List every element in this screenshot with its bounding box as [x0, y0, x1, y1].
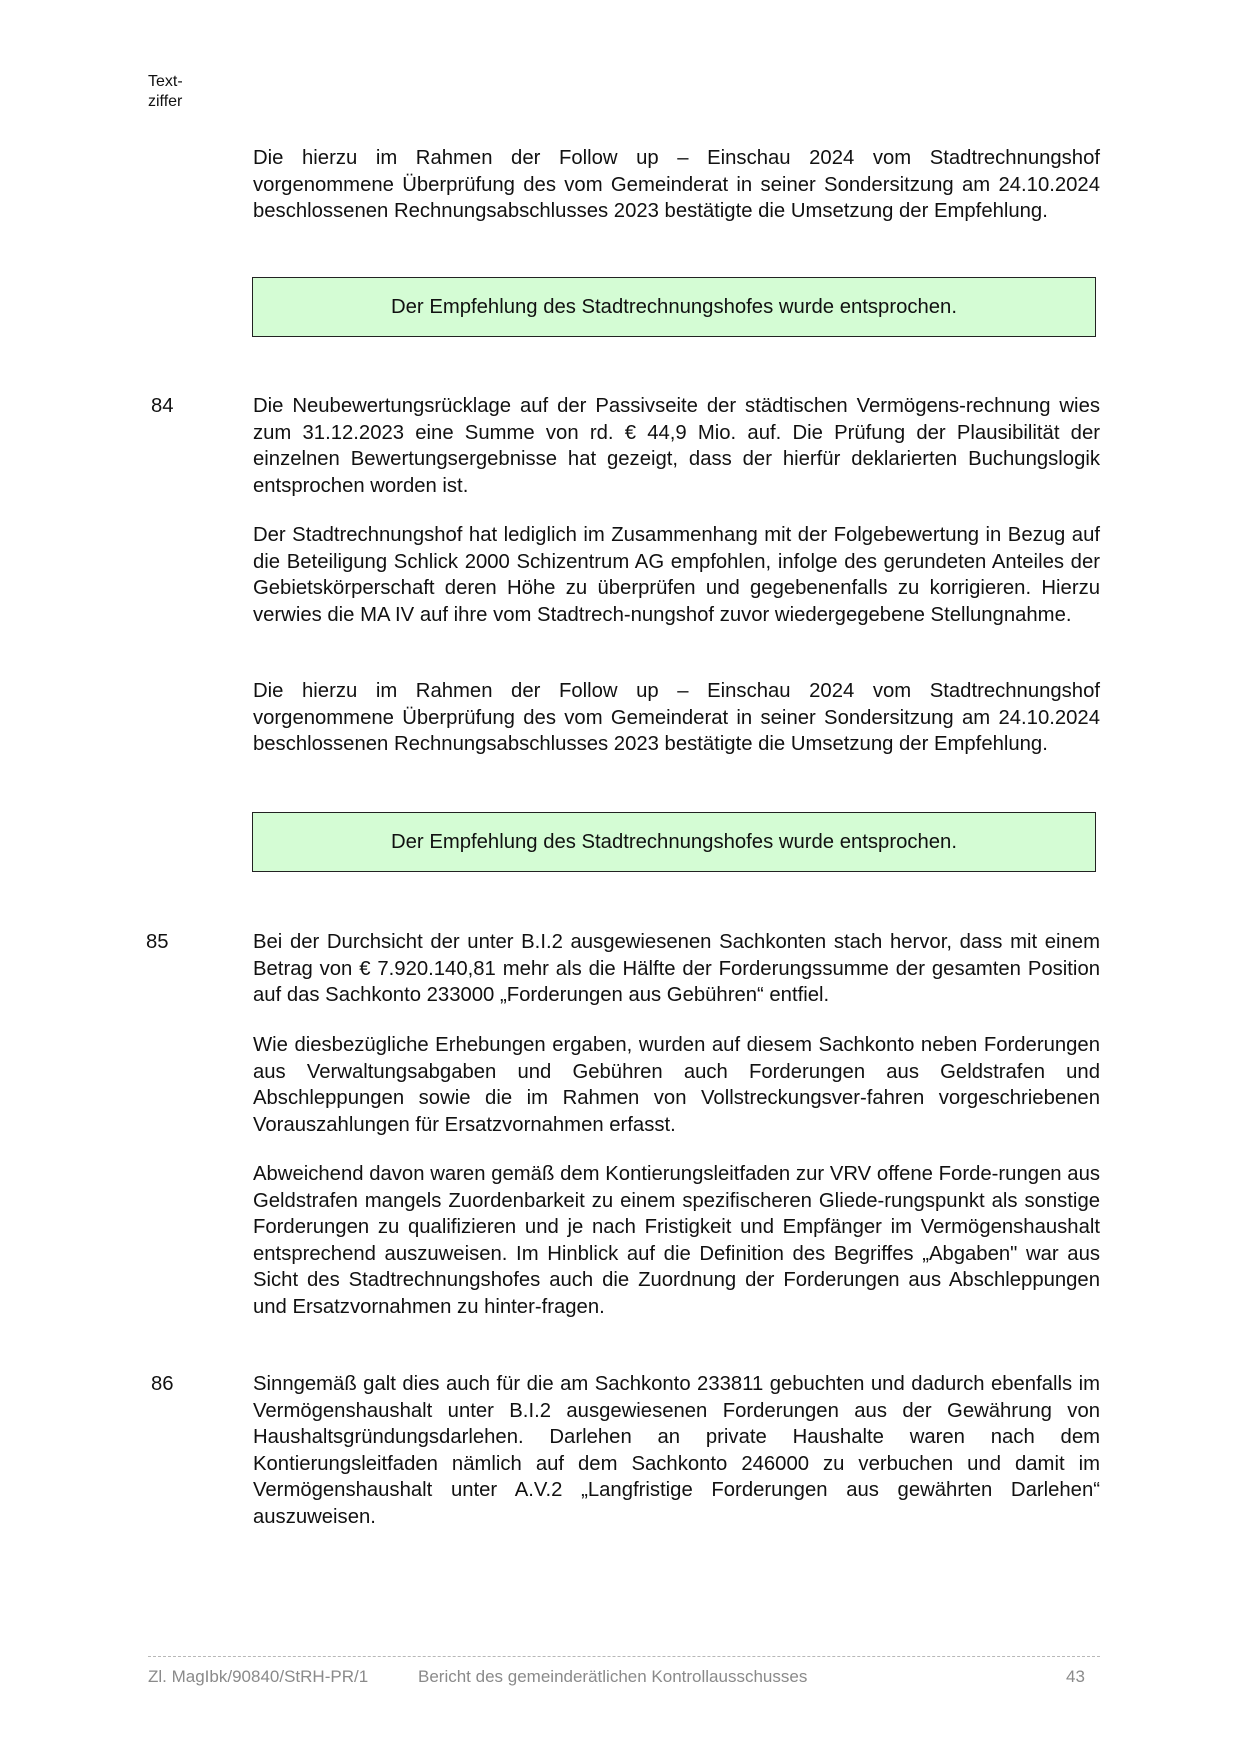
- section-84-paragraph-2: Der Stadtrechnungshof hat lediglich im Zusammenhang mit der Folgebewertung in Bezug auf die Beteiligung Schlick 2000 Schizentrum AG empfohlen, infolge des gerundeten Anteiles der Gebietskörperschaft deren Höhe zu überprüfen und gegebenenfalls zu korrigieren. Hierzu verwies die MA IV auf ihre vom Stadtrech-nungshof zuvor wiedergegebene Stellungnahme.: [253, 524, 1100, 626]
- section-84-paragraph-3: Die hierzu im Rahmen der Follow up – Einschau 2024 vom Stadtrechnungshof vorgenommene Überprüfung des vom Gemeinderat in seiner Sondersitzung am 24.10.2024 beschlossenen Rechnungsabschlusses 2023 bestätigte die Umsetzung der Empfehlung.: [253, 680, 1100, 755]
- margin-label-line2: ziffer: [148, 93, 183, 110]
- section-85-paragraph-3: Abweichend davon waren gemäß dem Kontierungsleitfaden zur VRV offene Forde-rungen aus Geldstrafen mangels Zuordenbarkeit zu einem spezifischeren Gliede-rungspunkt als sonstige Forderungen zu qualifizieren und je nach Fristigkeit und Empfänger im Vermögenshaushalt entsprechend auszuweisen. Im Hinblick auf die Definition des Begriffes „Abgaben" war aus Sicht des Stadtrechnungshofes auch die Zuordnung der Forderungen aus Abschleppungen und Ersatzvornahmen zu hinter-fragen.: [253, 1163, 1100, 1318]
- footer-reference: Zl. MagIbk/90840/StRH-PR/1: [148, 1667, 369, 1686]
- section-86-paragraph-1: Sinngemäß galt dies auch für die am Sachkonto 233811 gebuchten und dadurch ebenfalls im Vermögenshaushalt unter B.I.2 ausgewiesenen Forderungen aus der Gewährung von Haushaltsgründungsdarlehen. Darlehen an private Haushalte waren nach dem Kontierungsleitfaden nämlich auf dem Sachkonto 246000 zu verbuchen und damit im Vermögenshaushalt unter A.V.2 „Langfristige Forderungen aus gewährten Darlehen“ auszuweisen.: [253, 1373, 1100, 1528]
- section-number-86: 86: [151, 1373, 174, 1395]
- margin-label-textziffer: [148, 72, 183, 112]
- section-85-paragraph-2: Wie diesbezügliche Erhebungen ergaben, wurden auf diesem Sachkonto neben Forderungen aus Verwaltungsabgaben und Gebühren auch Forderungen aus Geldstrafen und Abschleppungen sowie die im Rahmen von Vollstreckungsver-fahren vorgeschriebenen Vorauszahlungen für Ersatzvornahmen erfasst.: [253, 1034, 1100, 1136]
- section-84-paragraph-1: Die Neubewertungsrücklage auf der Passivseite der städtischen Vermögens-rechnung wies zum 31.12.2023 eine Summe von rd. € 44,9 Mio. auf. Die Prüfung der Plausibilität der einzelnen Bewertungsergebnisse hat gezeigt, dass der hierfür deklarierten Buchungslogik entsprochen worden ist.: [253, 395, 1100, 497]
- section-84-recommendation-text: Der Empfehlung des Stadtrechnungshofes wurde entsprochen.: [391, 830, 957, 853]
- section-number-84: 84: [151, 395, 174, 417]
- footer-page-number: 43: [1066, 1667, 1085, 1686]
- footer-title: Bericht des gemeinderätlichen Kontrollausschusses: [418, 1667, 808, 1686]
- section-number-85: 85: [146, 931, 169, 953]
- margin-label-line1: Text-: [148, 73, 183, 90]
- recommendation-fulfilled-text: Der Empfehlung des Stadtrechnungshofes wurde entsprochen.: [391, 295, 957, 318]
- recommendation-fulfilled-box: [252, 277, 1096, 337]
- section-85-paragraph-1: Bei der Durchsicht der unter B.I.2 ausgewiesenen Sachkonten stach hervor, dass mit einem Betrag von € 7.920.140,81 mehr als die Hälfte der Forderungssumme der gesamten Position auf das Sachkonto 233000 „Forderungen aus Gebühren“ entfiel.: [253, 931, 1100, 1006]
- section-84-recommendation-box: [252, 812, 1096, 872]
- footer-divider: [148, 1656, 1100, 1657]
- intro-paragraph: Die hierzu im Rahmen der Follow up – Einschau 2024 vom Stadtrechnungshof vorgenommene Überprüfung des vom Gemeinderat in seiner Sondersitzung am 24.10.2024 beschlossenen Rechnungsabschlusses 2023 bestätigte die Umsetzung der Empfehlung.: [253, 147, 1100, 222]
